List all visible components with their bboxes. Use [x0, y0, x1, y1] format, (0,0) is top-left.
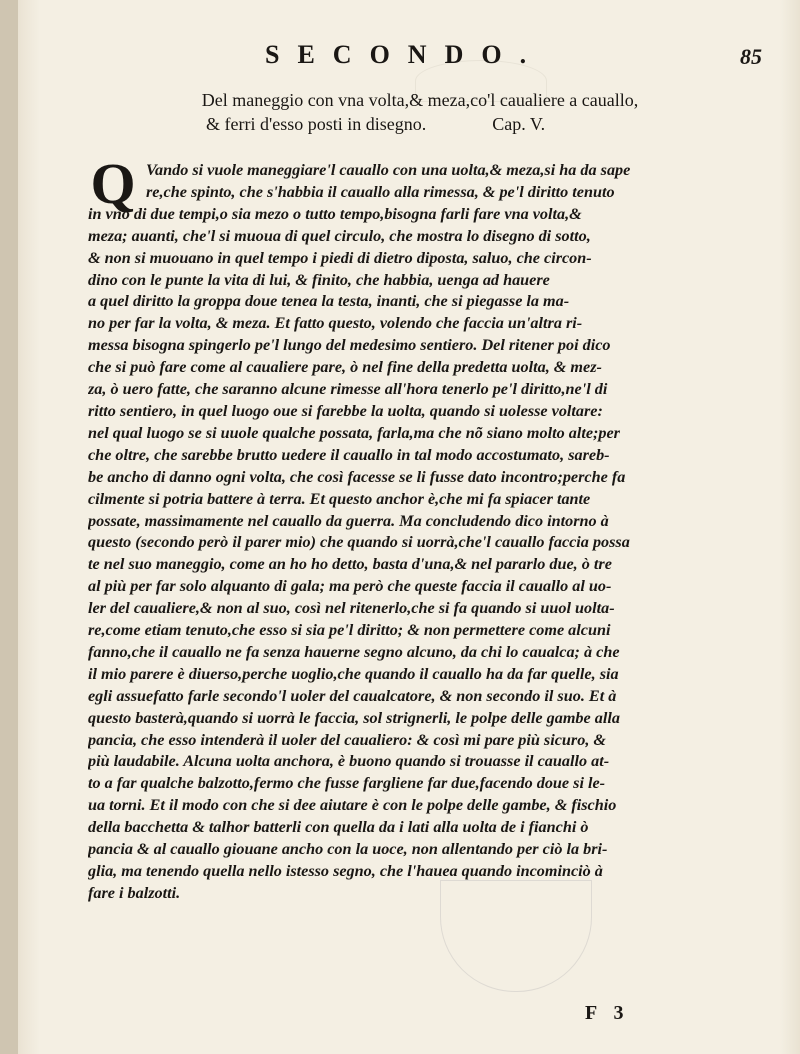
body-line: pancia & al cauallo giouane ancho con la uoce, non allentando per ciò la bri- — [88, 840, 608, 859]
body-line: che si può fare come al caualiere pare, ò nel fine della predetta uolta, & mez- — [88, 358, 602, 377]
body-line: te nel suo maneggio, come an ho ho detto, basta d'una,& nel pararlo due, ò tre — [88, 555, 612, 574]
body-line: be ancho di danno ogni volta, che così facesse se li fusse dato incontro;perche fa — [88, 467, 626, 486]
body-line: questo basterà,quando si uorrà le faccia, sol strignerli, le polpe delle gambe alla — [88, 708, 620, 727]
chapter-title-line-2 — [140, 112, 700, 136]
body-line: egli assuefatto farle secondo'l uoler del caualcatore, & non secondo il suo. Et à — [88, 686, 617, 705]
signature-mark: F 3 — [585, 1002, 630, 1024]
chapter-title-line-1: Del maneggio con vna volta,& meza,co'l caualiere a cauallo, — [201, 90, 639, 110]
page-number: 85 — [740, 44, 762, 69]
body-line: il mio parere è diuerso,perche uoglio,che quando il cauallo ha da far quelle, sia — [88, 664, 619, 683]
body-line: della bacchetta & talhor batterli con quella da i lati alla uolta de i fianchi ò — [88, 818, 589, 837]
body-line: za, ò uero fatte, che saranno alcune rimesse all'hora tenerlo pe'l diritto,ne'l di — [88, 380, 608, 399]
body-line: più laudabile. Alcuna uolta anchora, è buono quando si trouasse il cauallo at- — [88, 752, 610, 771]
body-line: pancia, che esso intenderà il uoler del caualiero: & così mi pare più sicuro, & — [88, 730, 606, 749]
body-line: ua torni. Et il modo con che si dee aiutare è con le polpe delle gambe, & fischio — [88, 796, 617, 815]
body-line: messa bisogna spingerlo pe'l lungo del medesimo sentiero. Del ritener poi dico — [88, 336, 611, 355]
body-line: to a far qualche balzotto,fermo che fusse fargliene far due,facendo doue si le- — [88, 774, 606, 793]
body-line: fanno,che il cauallo ne fa senza hauerne segno alcuno, da chi lo caualca; à che — [88, 642, 620, 661]
watermark — [440, 880, 592, 992]
body-line: che oltre, che sarebbe brutto uedere il cauallo in tal modo accostumato, sareb- — [88, 445, 610, 464]
chapter-title-line-2-text: & ferri d'esso posti in disegno. — [206, 114, 427, 134]
body-line: questo (secondo però il parer mio) che quando si uorrà,che'l cauallo faccia possa — [88, 533, 630, 552]
body-text — [88, 151, 712, 905]
body-line: ler del caualiere,& non al suo, così nel ritenerlo,che si fa quando si uuol uolta- — [88, 599, 615, 618]
body-line: cilmente si potria battere à terra. Et questo anchor è,che mi fa spiacer tante — [88, 489, 591, 508]
body-line: fare i balzotti. — [88, 883, 181, 902]
running-head-word: SECONDO. — [265, 40, 545, 69]
body-line: re,come etiam tenuto,che esso si sia pe'l diritto; & non permettere come alcuni — [88, 621, 611, 640]
running-head — [0, 40, 800, 76]
body-line: glia, ma tenendo quella nello istesso segno, che l'hauea quando incominciò à — [88, 862, 603, 880]
body-line: re,che spinto, che s'habbia il cauallo alla rimessa, & pe'l diritto tenuto — [146, 182, 615, 201]
chapter-number: Cap. V. — [492, 114, 546, 134]
body-line: al più per far solo alquanto di gala; ma però che queste faccia il cauallo al uo- — [88, 577, 612, 596]
body-line: & non si muouano in quel tempo i piedi di dietro diposta, saluo, che circon- — [88, 248, 592, 267]
body-line: nel qual luogo se si uuole qualche possata, farla,ma che nõ siano molto alte;per — [88, 423, 620, 442]
body-line: a quel diritto la groppa doue tenea la testa, inanti, che si piegasse la ma- — [88, 292, 570, 311]
body-line: dino con le punte la vita di lui, & finito, che habbia, uenga ad hauere — [88, 270, 550, 289]
page-spine — [0, 0, 18, 1054]
body-line: meza; auanti, che'l si muoua di quel circulo, che mostra lo disegno di sotto, — [88, 226, 591, 245]
chapter-title — [140, 88, 700, 136]
body-line: in vno di due tempi,o sia mezo o tutto tempo,bisogna farli fare vna volta,& — [88, 204, 582, 223]
drop-cap: Q — [90, 151, 136, 216]
body-line: possate, massimamente nel cauallo da guerra. Ma concludendo dico intorno à — [88, 511, 609, 530]
body-line: ritto sentiero, in quel luogo oue si farebbe la uolta, quando si uolesse voltare: — [88, 401, 603, 420]
body-line: Vando si vuole maneggiare'l cauallo con una uolta,& meza,si ha da sape — [146, 161, 631, 179]
body-line: no per far la volta, & meza. Et fatto questo, volendo che faccia un'altra ri- — [88, 314, 583, 333]
